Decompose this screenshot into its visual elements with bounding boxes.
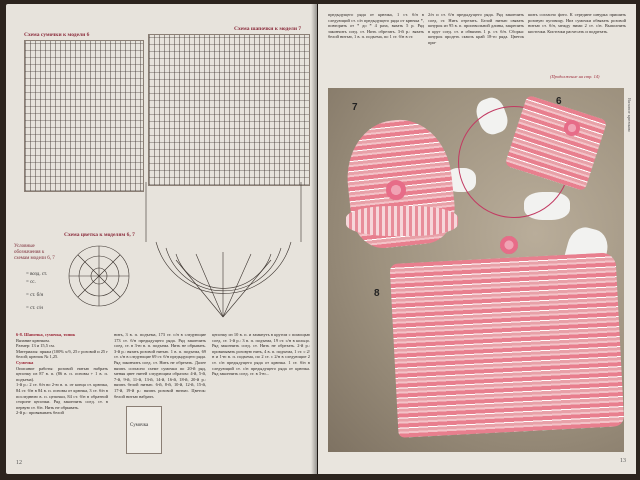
continuation-note: (Продолжение на стр. 14): [550, 74, 600, 79]
text-line: 1-й р.: 2 ст. б/н во 2-ю в. п. от конца ст. крючка, 84 ст. б/н в 84 в. п. основы от крючка, 3 ст. б/н в последнюю в. п. цепочки, 84 ст. б/н в обратной стороне цепочки. Ряд закончить соед. ст. в первую ст. б/н. Нить не обрывать.: [16, 382, 108, 410]
right-text-column-3: шить согласно фото. К середине шнурка пришить розовую пуговицу. Низ сумочки обвязать розовой нитью ст. б/н, между ними 2 ст. с/н. Выполнить кисточки. Кисточки расчесать и подрезать.: [528, 12, 626, 34]
top-flower: [500, 236, 518, 254]
legend-title: Условные обозначения к схемам модели 6, 7: [14, 244, 55, 261]
photo-label-bag: 6: [556, 96, 562, 107]
side-caption: Вязание крючком: [627, 98, 632, 132]
text-line: Описание работы: розовой нитью набрать цепочку из 87 в. п. (86 в. п. основы + 1 в. п. подъема).: [16, 365, 108, 382]
bag-flower: [564, 120, 580, 136]
hat-brim: [346, 206, 458, 236]
left-page: [6, 4, 317, 474]
crochet-top: [390, 252, 625, 438]
right-text-column-2: 2/н и ст. б/н предыдущего ряда. Ряд закончить соед. ст. Нить отрезать. Белой нитью связать шнурок из 95 в. п. произвольной длины, закрепить в круг соед. ст. и обвязать 1 р. ст. б/н. Сборка: шнурок продеть сквозь край 18-го ряда. Цветок при-: [428, 12, 524, 45]
bag-schema-caption: Схема сумочки к модели 6: [24, 32, 90, 38]
hat-crochet-chart: [148, 34, 310, 186]
page-number: 12: [16, 460, 22, 466]
product-photo: [328, 88, 624, 452]
legend-item: = ст. с/н: [26, 306, 43, 311]
section-heading: Сумочка: [16, 359, 34, 365]
flower-round-chart: [64, 240, 134, 312]
bag-box-label: Сумочка: [130, 423, 149, 428]
hat-schema-caption: Схема шапочки к модели 7: [234, 26, 302, 32]
right-page: [318, 4, 636, 474]
hat-flower: [386, 180, 406, 200]
legend-item: = возд. ст.: [26, 272, 48, 277]
bag-size-diagram: [126, 406, 162, 454]
text-line: Материалы: пряжа (100% х/б, 25 г розовой и 25 г белой; крючок № 1,25.: [16, 348, 108, 360]
article-heading: 6-8. Шапочка, сумочка, топик: [16, 332, 76, 337]
text-line: Размер: 13 и 15,5 см.: [16, 343, 55, 349]
flower-schema-caption: Схема цветка к моделям 6, 7: [64, 232, 135, 238]
text-column-1: [16, 332, 108, 416]
text-column-3: цепочку из 10 в. п. и замкнуть в кругом с помощью соед. ст. 1-й р.: 3 в. п. подъема, 19 ст. с/н в кольцо. Ряд закончить соед. ст. Нить не обрезать. 2-й р.: провязывать розовую нить, 4 в. п. подъема, 1 ст. с 2/н и 1-ю в. п. подъема, по 2 ст. с 2/н в следующие 2 ст. с/н предыдущего ряда от крючка. 1 ст. б/н в следующий ст. с/н предыдущего ряда от крючка. Ряд закончить соед. ст. в 3-ю...: [212, 332, 310, 377]
legend-item: = ст. б/н: [26, 293, 44, 298]
hat-round-chart: [136, 182, 311, 322]
text-line: Вязание крючком.: [16, 337, 50, 343]
text-line: 2-й р.: провязывать белой: [16, 410, 64, 416]
legend-item: = сс.: [26, 280, 36, 285]
page-number: 13: [620, 458, 626, 464]
right-text-column-1: предыдущего ряда от крючка, 1 ст. б/н в следующий ст. с/н предыдущего ряда от крючка *, повторить от * до * 4 раза, вязать 5 р. Ряд закончить соед. ст. Нить обрезать. 3-й р.: вязать белой нитью, 1 в. п. подъема, по 1 ст. б/н в ст.: [328, 12, 424, 40]
text-column-2: нить, 3 в. п. подъема, 173 ст. с/н в следующие 173 ст. б/н предыдущего ряда. Ряд закончить соед. ст. в 3-ю в. п. подъема. Нить не обрывать. 3-й р.: вязать розовой нитью. 1 в. п. подъема, 69 ст. с/н в следующие 69 ст. б/н предыдущего ряда. Ряд закончить соед. ст. Нить не обрезать. Далее вязать согласно схеме сумочки по 20-й ряд, меняя цвет нитей следующим образом: 4-й, 5-й, 7-й, 9-й, 11-й, 13-й, 14-й, 16-й, 18-й, 20-й р.: вязать белой нитью. 6-й, 8-й, 10-й, 12-й, 15-й, 17-й, 19-й р.: вязать розовой нитью. Цветок: белой нитью набрать: [114, 332, 207, 399]
photo-label-hat: 7: [352, 102, 358, 113]
bag-crochet-chart: [24, 40, 144, 192]
photo-label-top: 8: [374, 288, 380, 299]
